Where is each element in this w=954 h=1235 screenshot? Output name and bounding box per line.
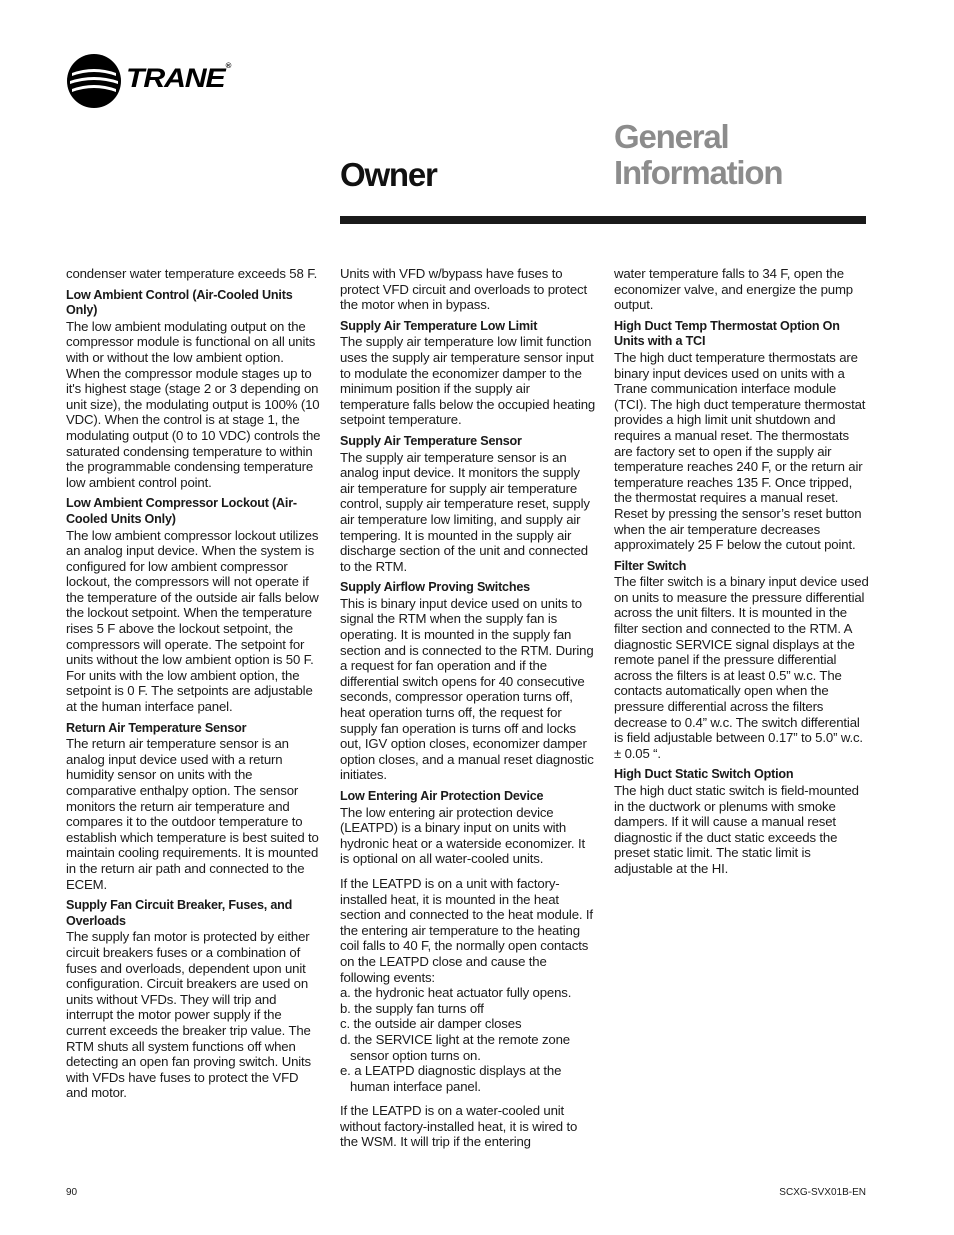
section-low-ambient-control [66, 288, 321, 491]
paragraph: The low ambient modulating output on the compressor module is functional on all units with or without the low ambient option. When the compressor module stages up to it's highest stage (stage 2 or 3 depending on unit size), the modulating output is 100% (10 VDC). When the control is at stage 1, the modulating output (0 to 10 VDC) controls the saturated condensing temperature to within the programmable condensing temperature low ambient control point. [66, 318, 321, 490]
section-high-duct-static [614, 767, 869, 876]
section-airflow-proving [340, 580, 596, 783]
section-heading: High Duct Temp Thermostat Option On Units with a TCI [614, 318, 840, 349]
section-heading: Supply Air Temperature Sensor [340, 433, 522, 448]
section-low-ambient-lockout [66, 496, 321, 714]
event-list [340, 985, 596, 1094]
section-supply-air-sensor [340, 434, 596, 574]
paragraph: Units with VFD w/bypass have fuses to protect VFD circuit and overloads to protect the motor when in bypass. [340, 266, 588, 313]
paragraph: condenser water temperature exceeds 58 F. [66, 266, 318, 281]
text-column-1 [66, 266, 321, 1107]
chapter-title [614, 119, 782, 191]
text-column-2 [340, 266, 596, 1156]
list-item: b. the supply fan turns off [340, 1000, 484, 1016]
text-column-3 [614, 266, 869, 883]
section-heading: Supply Air Temperature Low Limit [340, 318, 538, 333]
paragraph: The supply air temperature low limit function uses the supply air temperature sensor input to modulate the economizer damper to the minimum position if the supply air temperature falls below the occupied heating setpoint temperature. [340, 334, 596, 428]
page-number: 90 [66, 1187, 78, 1198]
section-leatpd [340, 789, 596, 1150]
paragraph: This is binary input device used on units to signal the RTM when the supply fan is operating. It is mounted in the supply fan section and is connected to the RTM. During a request for fan operation and if the differential switch opens for 40 consecutive seconds, compressor operation turns off, heat operation turns off, the request for supply fan operation is turns off and locks out, IGV option closes, economizer damper option closes, and a manual reset diagnostic initiates. [340, 595, 594, 783]
trane-logo-mark-icon [66, 53, 122, 109]
list-item: a. the hydronic heat actuator fully opens. [340, 985, 572, 1001]
paragraph: The low entering air protection device (LEATPD) is a binary input on units with hydronic heat or a waterside economizer. It is optional on all water-cooled units. [340, 804, 585, 867]
paragraph: The supply fan motor is protected by either circuit breakers fuses or a combination of fuses and overloads, dependent upon unit configuration. Circuit breakers are used on units without VFDs. They will trip and interrupt the motor power supply if the current exceeds the breaker trip value. The RTM shuts all system functions off when detecting an open fan proving switch. Units with VFDs have fuses to protect the VFD and motor. [66, 929, 311, 1101]
paragraph: The low ambient compressor lockout utilizes an analog input device. When the system is configured for low ambient compressor lockout, the compressors will not operate if the temperature of the outside air falls below the lockout setpoint. When the temperature rises 5 F above the lockout setpoint, the compressors will operate. The setpoint for units without the low ambient option is 50 F. For units with the low ambient option, the setpoint is 0 F. The setpoints are adjustable at the human interface panel. [66, 527, 319, 715]
section-heading: Low Ambient Control (Air-Cooled Units Only) [66, 287, 293, 318]
section-heading: Filter Switch [614, 558, 687, 573]
trane-wordmark: TRANE® [126, 63, 231, 93]
section-high-duct-temp [614, 319, 869, 553]
paragraph: The high duct temperature thermostats are binary input devices used on units with a Trane communication interface module (TCI). The high duct temperature thermostat provides a high limit unit shutdown and requires a manual reset. The thermostats are factory set to open if the supply air temperature reaches 240 F, or the return air temperature reaches 135 F. Once tripped, the thermostat requires a manual reset. Reset by pressing the sensor’s reset button when the air temperature decreases approximately 25 F below the cutout point. [614, 349, 866, 553]
list-item: c. the outside air damper closes [340, 1016, 522, 1032]
chapter-title-line2: Information [614, 154, 783, 191]
document-code: SCXG-SVX01B-EN [779, 1187, 866, 1198]
paragraph: water temperature falls to 34 F, open the economizer valve, and energize the pump output. [614, 266, 853, 313]
trane-logo [66, 53, 236, 109]
section-heading: Return Air Temperature Sensor [66, 720, 247, 735]
section-supply-air-low-limit [340, 319, 596, 428]
section-supply-fan-breaker [66, 898, 321, 1101]
section-return-air-sensor [66, 721, 321, 893]
section-title: Owner [340, 156, 437, 193]
section-heading: Supply Airflow Proving Switches [340, 580, 530, 595]
list-item: e. a LEATPD diagnostic displays at the human interface panel. [340, 1063, 562, 1094]
paragraph: The return air temperature sensor is an analog input device used with a return humidity sensor on units with the comparative enthalpy option. The sensor monitors the return air temperature and compares it to the outdoor temperature to establish which temperature is best suited to maintain cooling requirements. It is mounted in the return air path and connected to the ECEM. [66, 736, 319, 892]
paragraph: The filter switch is a binary input device used on units to measure the pressure differential across the unit filters. It is mounted in the filter section and connected to the RTM. A diagnostic SERVICE signal displays at the remote panel if the pressure differential across the filters is at least 0.5” w.c. The contacts automatically open when the pressure differential across the filters decrease to 0.4” w.c. The switch differential is field adjustable between 0.17” to 5.0” w.c. ± 0.05 “. [614, 574, 869, 761]
paragraph: The high duct static switch is field-mounted in the ductwork or plenums with smoke dampers. If it will cause a manual reset diagnostic if the duct static exceeds the preset static limit. The static limit is adjustable at the HI. [614, 783, 859, 876]
chapter-title-line1: General [614, 118, 729, 155]
section-heading: Low Entering Air Protection Device [340, 789, 544, 803]
list-item: d. the SERVICE light at the remote zone sensor option turns on. [340, 1031, 570, 1063]
section-filter-switch [614, 559, 869, 762]
registered-mark: ® [225, 63, 231, 70]
paragraph: If the LEATPD is on a water-cooled unit without factory-installed heat, it is wired to the WSM. It will trip if the entering [340, 1103, 578, 1150]
paragraph: If the LEATPD is on a unit with factory-installed heat, it is mounted in the heat section and connected to the heat module. If the entering air temperature to the heating coil falls to 40 F, the normally open contacts on the LEATPD close and cause the following events: [340, 875, 593, 985]
header-rule [340, 216, 866, 224]
section-heading: High Duct Static Switch Option [614, 767, 794, 782]
section-heading: Supply Fan Circuit Breaker, Fuses, and Overloads [66, 898, 293, 928]
paragraph: The supply air temperature sensor is an analog input device. It monitors the supply air temperature for supply air temperature control, supply air temperature reset, supply air temperature low limiting, and supply air tempering. It is mounted in the supply air discharge section of the unit and connected to the RTM. [340, 449, 590, 574]
section-heading: Low Ambient Compressor Lockout (Air-Cooled Units Only) [66, 496, 297, 526]
